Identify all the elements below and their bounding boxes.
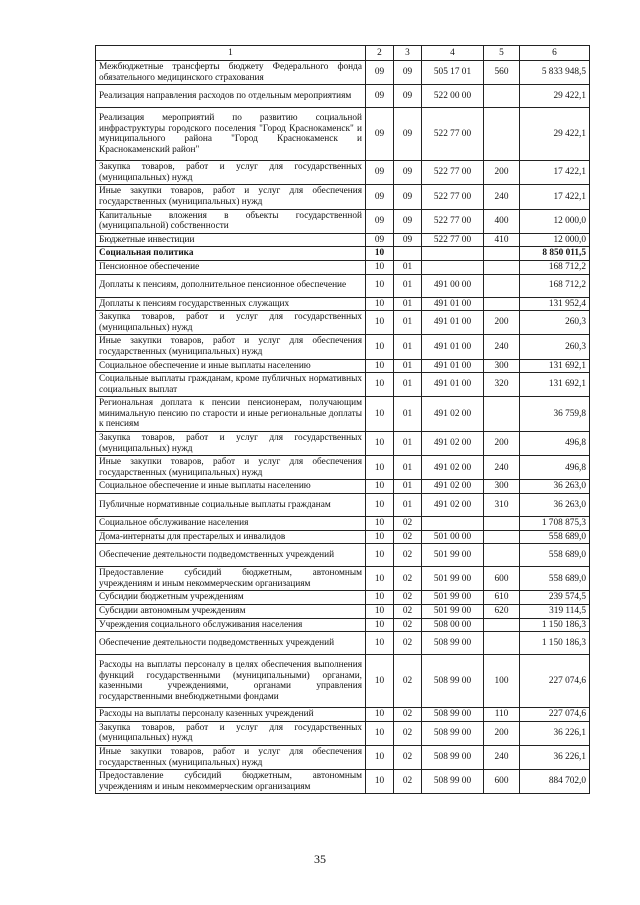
cell-section: 10 — [366, 397, 394, 432]
cell-target-article: 508 99 00 — [422, 632, 484, 655]
cell-expense-type: 240 — [484, 185, 520, 209]
cell-amount: 319 114,5 — [520, 605, 590, 619]
cell-target-article: 522 77 00 — [422, 209, 484, 233]
cell-expense-type: 110 — [484, 708, 520, 722]
cell-expense-type: 100 — [484, 655, 520, 708]
cell-section: 10 — [366, 373, 394, 397]
cell-amount: 17 422,1 — [520, 185, 590, 209]
cell-target-article: 522 00 00 — [422, 85, 484, 108]
table-body — [96, 61, 590, 794]
cell-amount: 36 226,1 — [520, 745, 590, 769]
cell-name: Реализация направления расходов по отдельным мероприятиям — [96, 85, 366, 108]
cell-subsection: 09 — [394, 108, 422, 161]
cell-amount: 1 708 875,3 — [520, 517, 590, 531]
cell-subsection: 09 — [394, 233, 422, 247]
cell-target-article: 501 99 00 — [422, 567, 484, 591]
cell-subsection: 02 — [394, 770, 422, 794]
cell-amount: 36 226,1 — [520, 721, 590, 745]
cell-amount: 29 422,1 — [520, 108, 590, 161]
cell-name: Межбюджетные трансферты бюджету Федерального фонда обязательного медицинского страхования — [96, 61, 366, 85]
cell-expense-type: 610 — [484, 591, 520, 605]
cell-target-article: 491 02 00 — [422, 480, 484, 494]
cell-expense-type: 410 — [484, 233, 520, 247]
cell-section: 10 — [366, 260, 394, 274]
cell-subsection: 02 — [394, 708, 422, 722]
cell-expense-type: 560 — [484, 61, 520, 85]
header-cell-target-article: 4 — [422, 46, 484, 61]
cell-target-article: 522 77 00 — [422, 161, 484, 185]
cell-expense-type: 240 — [484, 745, 520, 769]
table-row — [96, 632, 590, 655]
cell-subsection: 02 — [394, 745, 422, 769]
cell-subsection: 01 — [394, 335, 422, 359]
cell-expense-type: 240 — [484, 456, 520, 480]
table-row — [96, 209, 590, 233]
cell-name: Иные закупки товаров, работ и услуг для обеспечения государственных (муниципальных) нужд — [96, 185, 366, 209]
cell-section: 09 — [366, 61, 394, 85]
header-cell-amount: 6 — [520, 46, 590, 61]
cell-target-article: 491 02 00 — [422, 432, 484, 456]
table-row — [96, 721, 590, 745]
cell-name: Предоставление субсидий бюджетным, автономным учреждениям и иным некоммерческим организациям — [96, 567, 366, 591]
cell-subsection: 01 — [394, 297, 422, 311]
cell-amount: 131 952,4 — [520, 297, 590, 311]
cell-amount: 12 000,0 — [520, 209, 590, 233]
table-row — [96, 185, 590, 209]
table-row — [96, 517, 590, 531]
cell-target-article: 508 99 00 — [422, 708, 484, 722]
cell-section: 10 — [366, 721, 394, 745]
header-cell-expense-type: 5 — [484, 46, 520, 61]
table-row — [96, 311, 590, 335]
cell-name: Иные закупки товаров, работ и услуг для обеспечения государственных (муниципальных) нужд — [96, 335, 366, 359]
table-row — [96, 591, 590, 605]
table-row — [96, 61, 590, 85]
cell-name: Субсидии автономным учреждениям — [96, 605, 366, 619]
cell-target-article: 522 77 00 — [422, 108, 484, 161]
cell-section: 10 — [366, 432, 394, 456]
cell-section: 10 — [366, 297, 394, 311]
cell-name: Обеспечение деятельности подведомственных учреждений — [96, 544, 366, 567]
table-row — [96, 297, 590, 311]
cell-amount: 8 850 011,5 — [520, 247, 590, 261]
table-row — [96, 335, 590, 359]
table-row — [96, 373, 590, 397]
cell-target-article: 508 99 00 — [422, 745, 484, 769]
cell-name: Социальное обеспечение и иные выплаты населению — [96, 480, 366, 494]
table-row — [96, 260, 590, 274]
cell-subsection: 02 — [394, 721, 422, 745]
cell-target-article — [422, 247, 484, 261]
cell-subsection: 01 — [394, 311, 422, 335]
cell-amount: 5 833 948,5 — [520, 61, 590, 85]
cell-name: Социальная политика — [96, 247, 366, 261]
cell-name: Капитальные вложения в объекты государственной (муниципальной) собственности — [96, 209, 366, 233]
cell-subsection: 02 — [394, 632, 422, 655]
cell-amount: 239 574,5 — [520, 591, 590, 605]
cell-name: Реализация мероприятий по развитию социальной инфраструктуры городского поселения "Город Краснокаменск" и муниципального района "Город Краснокаменск и Краснокаменский район" — [96, 108, 366, 161]
cell-name: Региональная доплата к пенсии пенсионерам, получающим минимальную пенсию по старости и иные региональные доплаты к пенсиям — [96, 397, 366, 432]
table-row — [96, 359, 590, 373]
cell-target-article: 501 99 00 — [422, 544, 484, 567]
cell-subsection: 02 — [394, 517, 422, 531]
cell-subsection: 01 — [394, 480, 422, 494]
cell-section: 10 — [366, 480, 394, 494]
cell-name: Обеспечение деятельности подведомственных учреждений — [96, 632, 366, 655]
cell-subsection: 09 — [394, 61, 422, 85]
cell-subsection: 02 — [394, 618, 422, 632]
cell-subsection: 02 — [394, 605, 422, 619]
cell-target-article: 501 99 00 — [422, 591, 484, 605]
cell-expense-type — [484, 274, 520, 297]
table-row — [96, 655, 590, 708]
cell-target-article: 522 77 00 — [422, 185, 484, 209]
cell-expense-type — [484, 517, 520, 531]
cell-expense-type: 200 — [484, 721, 520, 745]
cell-expense-type — [484, 108, 520, 161]
cell-amount: 36 759,8 — [520, 397, 590, 432]
cell-target-article: 522 77 00 — [422, 233, 484, 247]
cell-section: 10 — [366, 247, 394, 261]
header-cell-subsection: 3 — [394, 46, 422, 61]
cell-expense-type: 200 — [484, 161, 520, 185]
cell-subsection: 09 — [394, 85, 422, 108]
cell-section: 09 — [366, 185, 394, 209]
cell-name: Предоставление субсидий бюджетным, автономным учреждениям и иным некоммерческим организациям — [96, 770, 366, 794]
cell-amount: 260,3 — [520, 335, 590, 359]
table-row — [96, 108, 590, 161]
cell-section: 10 — [366, 517, 394, 531]
cell-section: 10 — [366, 618, 394, 632]
cell-expense-type: 300 — [484, 359, 520, 373]
cell-expense-type: 320 — [484, 373, 520, 397]
cell-target-article: 491 00 00 — [422, 274, 484, 297]
cell-expense-type: 600 — [484, 770, 520, 794]
cell-expense-type — [484, 544, 520, 567]
cell-amount: 496,8 — [520, 456, 590, 480]
cell-subsection: 01 — [394, 359, 422, 373]
cell-name: Закупка товаров, работ и услуг для государственных (муниципальных) нужд — [96, 432, 366, 456]
cell-subsection — [394, 247, 422, 261]
table-row — [96, 530, 590, 544]
cell-name: Субсидии бюджетным учреждениям — [96, 591, 366, 605]
budget-table — [95, 45, 590, 794]
cell-subsection: 02 — [394, 544, 422, 567]
cell-amount: 131 692,1 — [520, 359, 590, 373]
cell-amount: 131 692,1 — [520, 373, 590, 397]
cell-subsection: 01 — [394, 456, 422, 480]
cell-section: 09 — [366, 233, 394, 247]
cell-name: Пенсионное обеспечение — [96, 260, 366, 274]
cell-name: Иные закупки товаров, работ и услуг для обеспечения государственных (муниципальных) нужд — [96, 745, 366, 769]
page-number: 35 — [314, 852, 326, 866]
cell-subsection: 02 — [394, 530, 422, 544]
cell-expense-type — [484, 632, 520, 655]
cell-expense-type — [484, 247, 520, 261]
table-row — [96, 605, 590, 619]
cell-expense-type: 300 — [484, 480, 520, 494]
cell-name: Закупка товаров, работ и услуг для государственных (муниципальных) нужд — [96, 721, 366, 745]
cell-section: 10 — [366, 359, 394, 373]
cell-subsection: 01 — [394, 260, 422, 274]
cell-section: 10 — [366, 708, 394, 722]
cell-target-article — [422, 260, 484, 274]
cell-section: 10 — [366, 530, 394, 544]
cell-expense-type: 600 — [484, 567, 520, 591]
table-row — [96, 233, 590, 247]
cell-subsection: 02 — [394, 655, 422, 708]
cell-amount: 168 712,2 — [520, 274, 590, 297]
cell-target-article: 491 01 00 — [422, 335, 484, 359]
cell-name: Расходы на выплаты персоналу в целях обеспечения выполнения функций государственными (муниципальными) органами, казенными учреждениями, органами управления государственными внебюджетными фондами — [96, 655, 366, 708]
cell-amount: 17 422,1 — [520, 161, 590, 185]
cell-amount: 168 712,2 — [520, 260, 590, 274]
cell-subsection: 01 — [394, 494, 422, 517]
cell-target-article: 501 00 00 — [422, 530, 484, 544]
table-row — [96, 397, 590, 432]
cell-section: 10 — [366, 591, 394, 605]
header-row — [96, 46, 590, 61]
cell-amount: 558 689,0 — [520, 544, 590, 567]
cell-amount: 558 689,0 — [520, 530, 590, 544]
table-row — [96, 745, 590, 769]
cell-target-article: 491 02 00 — [422, 456, 484, 480]
cell-subsection: 01 — [394, 274, 422, 297]
cell-name: Дома-интернаты для престарелых и инвалидов — [96, 530, 366, 544]
cell-name: Социальное обслуживание населения — [96, 517, 366, 531]
cell-target-article: 491 01 00 — [422, 359, 484, 373]
cell-section: 10 — [366, 567, 394, 591]
cell-amount: 260,3 — [520, 311, 590, 335]
cell-amount: 1 150 186,3 — [520, 618, 590, 632]
cell-name: Учреждения социального обслуживания населения — [96, 618, 366, 632]
cell-name: Социальное обеспечение и иные выплаты населению — [96, 359, 366, 373]
cell-expense-type — [484, 397, 520, 432]
cell-expense-type — [484, 297, 520, 311]
cell-section: 10 — [366, 605, 394, 619]
cell-amount: 36 263,0 — [520, 494, 590, 517]
cell-target-article: 508 00 00 — [422, 618, 484, 632]
table-row — [96, 480, 590, 494]
table-row — [96, 618, 590, 632]
cell-expense-type: 400 — [484, 209, 520, 233]
cell-section: 10 — [366, 274, 394, 297]
cell-expense-type — [484, 85, 520, 108]
cell-amount: 227 074,6 — [520, 655, 590, 708]
table-row — [96, 708, 590, 722]
cell-name: Закупка товаров, работ и услуг для государственных (муниципальных) нужд — [96, 311, 366, 335]
cell-section: 10 — [366, 311, 394, 335]
cell-section: 09 — [366, 85, 394, 108]
cell-name: Доплаты к пенсиям, дополнительное пенсионное обеспечение — [96, 274, 366, 297]
cell-target-article: 505 17 01 — [422, 61, 484, 85]
cell-section: 10 — [366, 456, 394, 480]
cell-name: Социальные выплаты гражданам, кроме публичных нормативных социальных выплат — [96, 373, 366, 397]
cell-section: 09 — [366, 108, 394, 161]
cell-name: Иные закупки товаров, работ и услуг для обеспечения государственных (муниципальных) нужд — [96, 456, 366, 480]
table-row — [96, 85, 590, 108]
cell-target-article: 491 02 00 — [422, 494, 484, 517]
cell-section: 10 — [366, 544, 394, 567]
cell-amount: 29 422,1 — [520, 85, 590, 108]
cell-expense-type: 310 — [484, 494, 520, 517]
cell-subsection: 09 — [394, 161, 422, 185]
table-row — [96, 432, 590, 456]
cell-subsection: 01 — [394, 373, 422, 397]
cell-expense-type — [484, 618, 520, 632]
cell-section: 10 — [366, 655, 394, 708]
cell-expense-type: 200 — [484, 432, 520, 456]
table-row — [96, 161, 590, 185]
table-row — [96, 247, 590, 261]
cell-target-article: 491 02 00 — [422, 397, 484, 432]
table-row — [96, 544, 590, 567]
cell-subsection: 01 — [394, 432, 422, 456]
cell-target-article: 508 99 00 — [422, 721, 484, 745]
cell-expense-type — [484, 530, 520, 544]
cell-name: Закупка товаров, работ и услуг для государственных (муниципальных) нужд — [96, 161, 366, 185]
cell-target-article: 491 01 00 — [422, 311, 484, 335]
cell-subsection: 09 — [394, 209, 422, 233]
cell-target-article — [422, 517, 484, 531]
table-row — [96, 274, 590, 297]
cell-expense-type: 200 — [484, 311, 520, 335]
cell-amount: 496,8 — [520, 432, 590, 456]
cell-amount: 36 263,0 — [520, 480, 590, 494]
header-cell-name: 1 — [96, 46, 366, 61]
cell-name: Бюджетные инвестиции — [96, 233, 366, 247]
table-row — [96, 456, 590, 480]
header-cell-section: 2 — [366, 46, 394, 61]
cell-target-article: 491 01 00 — [422, 373, 484, 397]
cell-amount: 12 000,0 — [520, 233, 590, 247]
cell-amount: 884 702,0 — [520, 770, 590, 794]
cell-subsection: 09 — [394, 185, 422, 209]
cell-amount: 1 150 186,3 — [520, 632, 590, 655]
cell-section: 10 — [366, 770, 394, 794]
table-row — [96, 567, 590, 591]
cell-amount: 227 074,6 — [520, 708, 590, 722]
cell-expense-type — [484, 260, 520, 274]
cell-name: Доплаты к пенсиям государственных служащих — [96, 297, 366, 311]
cell-target-article: 491 01 00 — [422, 297, 484, 311]
cell-expense-type: 240 — [484, 335, 520, 359]
cell-section: 10 — [366, 335, 394, 359]
cell-subsection: 02 — [394, 591, 422, 605]
cell-target-article: 508 99 00 — [422, 655, 484, 708]
cell-section: 10 — [366, 632, 394, 655]
cell-section: 09 — [366, 209, 394, 233]
cell-expense-type: 620 — [484, 605, 520, 619]
cell-section: 09 — [366, 161, 394, 185]
cell-subsection: 02 — [394, 567, 422, 591]
cell-amount: 558 689,0 — [520, 567, 590, 591]
cell-section: 10 — [366, 745, 394, 769]
table-row — [96, 770, 590, 794]
cell-target-article: 508 99 00 — [422, 770, 484, 794]
table-row — [96, 494, 590, 517]
cell-subsection: 01 — [394, 397, 422, 432]
cell-target-article: 501 99 00 — [422, 605, 484, 619]
cell-name: Публичные нормативные социальные выплаты гражданам — [96, 494, 366, 517]
cell-section: 10 — [366, 494, 394, 517]
cell-name: Расходы на выплаты персоналу казенных учреждений — [96, 708, 366, 722]
